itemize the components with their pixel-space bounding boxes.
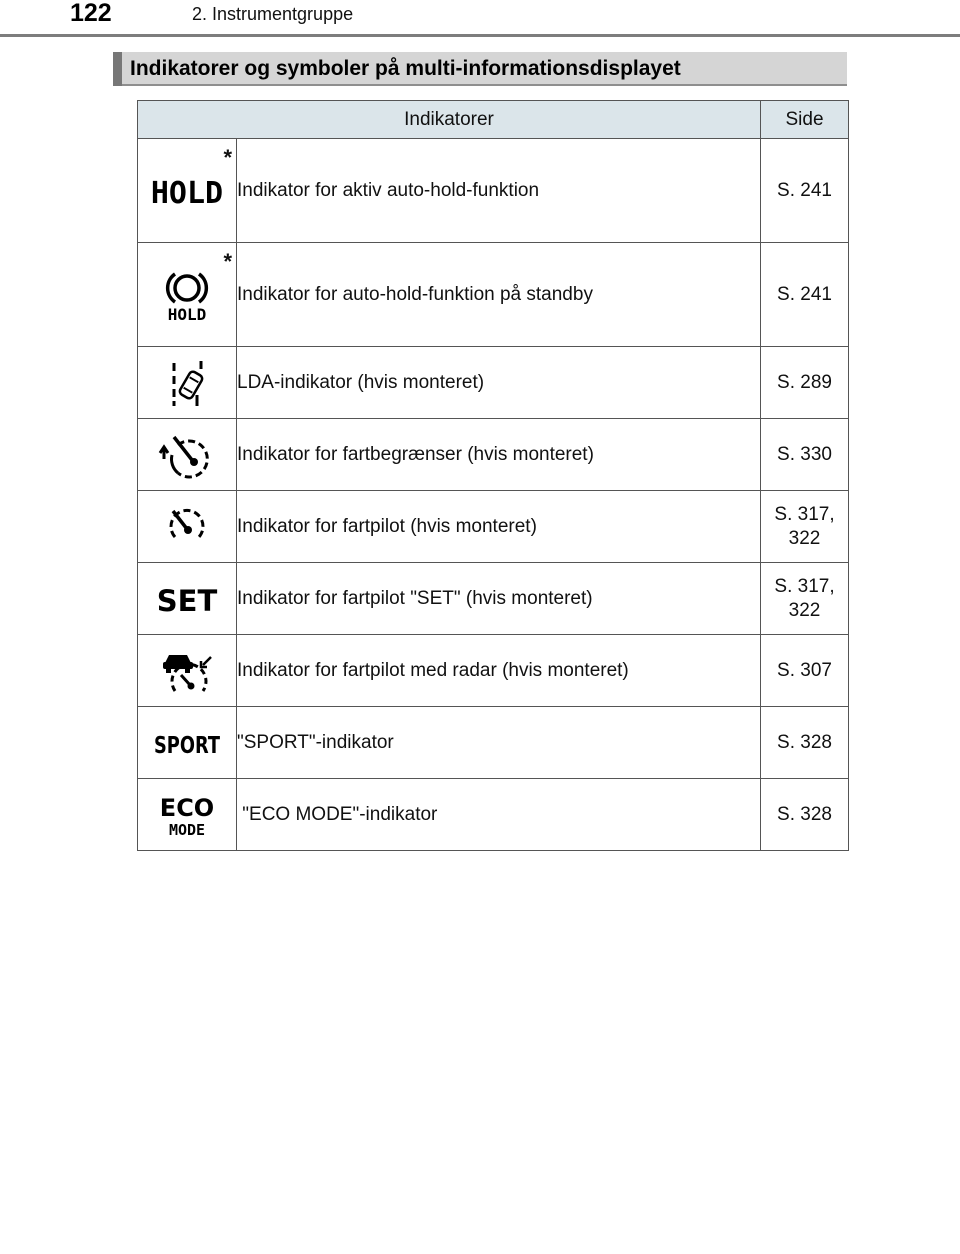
hold-standby-icon — [162, 268, 212, 322]
icon-cell — [138, 707, 237, 779]
svg-text:SPORT: SPORT — [154, 732, 221, 759]
table-row — [138, 419, 849, 491]
icon-cell — [138, 635, 237, 707]
asterisk-mark: * — [223, 145, 232, 170]
side-cell — [761, 563, 849, 635]
icon-cell — [138, 347, 237, 419]
table-row — [138, 243, 849, 347]
svg-text:HOLD: HOLD — [150, 175, 224, 211]
lane-departure-icon — [167, 359, 207, 407]
table-row — [138, 707, 849, 779]
chapter-title: 2. Instrumentgruppe — [192, 4, 354, 24]
side-ref: S. 241 — [777, 283, 832, 305]
icon-cell — [138, 491, 237, 563]
side-ref: S. 317, — [774, 575, 835, 597]
svg-text:MODE: MODE — [168, 820, 206, 839]
description-cell: Indikator for auto-hold-funktion på standby — [237, 243, 761, 347]
side-ref: S. 241 — [777, 179, 832, 201]
description-cell: Indikator for fartpilot med radar (hvis monteret) — [237, 635, 761, 707]
table-row — [138, 635, 849, 707]
description-cell: LDA-indikator (hvis monteret) — [237, 347, 761, 419]
table-header-row — [138, 101, 849, 139]
table-row — [138, 139, 849, 243]
hold-icon — [150, 174, 224, 211]
table-row — [138, 563, 849, 635]
side-ref: S. 317, — [774, 503, 835, 525]
description-cell: Indikator for fartbegrænser (hvis monteret) — [237, 419, 761, 491]
icon-cell — [138, 139, 237, 243]
side-cell — [761, 419, 849, 491]
cruise-set-icon — [157, 582, 217, 616]
section-heading-bar — [113, 52, 847, 86]
column-header-indicators: Indikatorer — [138, 101, 761, 139]
svg-text:ECO: ECO — [159, 793, 215, 822]
side-cell — [761, 139, 849, 243]
svg-text:HOLD: HOLD — [167, 304, 207, 324]
description-cell: "ECO MODE"-indikator — [237, 779, 761, 851]
table-row — [138, 779, 849, 851]
icon-cell — [138, 779, 237, 851]
side-ref-continued: 322 — [788, 527, 821, 549]
side-cell — [761, 243, 849, 347]
side-ref-continued: 322 — [788, 599, 821, 621]
side-cell — [761, 347, 849, 419]
svg-text:SET: SET — [156, 583, 218, 618]
description-cell: Indikator for fartpilot (hvis monteret) — [237, 491, 761, 563]
side-cell — [761, 779, 849, 851]
table-row — [138, 347, 849, 419]
icon-cell — [138, 419, 237, 491]
side-cell — [761, 635, 849, 707]
column-header-side: Side — [761, 101, 849, 139]
header-rule — [0, 34, 960, 37]
side-ref: S. 289 — [777, 371, 832, 393]
asterisk-mark: * — [223, 249, 232, 274]
page-number: 122 — [70, 0, 112, 27]
description-cell: Indikator for fartpilot "SET" (hvis monteret) — [237, 563, 761, 635]
speed-limiter-icon — [158, 433, 216, 477]
section-title: Indikatorer og symboler på multi-informationsdisplayet — [130, 57, 681, 80]
radar-cruise-icon — [157, 649, 217, 693]
table-row — [138, 491, 849, 563]
cruise-control-icon — [165, 507, 209, 547]
side-ref: S. 328 — [777, 731, 832, 753]
side-ref: S. 307 — [777, 659, 832, 681]
description-cell: Indikator for aktiv auto-hold-funktion — [237, 139, 761, 243]
side-ref: S. 328 — [777, 803, 832, 825]
side-ref: S. 330 — [777, 443, 832, 465]
section-accent — [113, 52, 122, 86]
side-cell — [761, 707, 849, 779]
sport-mode-icon — [151, 728, 223, 758]
eco-mode-icon — [161, 792, 213, 838]
side-cell — [761, 491, 849, 563]
icon-cell — [138, 563, 237, 635]
indicator-table — [137, 100, 849, 851]
description-cell: "SPORT"-indikator — [237, 707, 761, 779]
icon-cell — [138, 243, 237, 347]
